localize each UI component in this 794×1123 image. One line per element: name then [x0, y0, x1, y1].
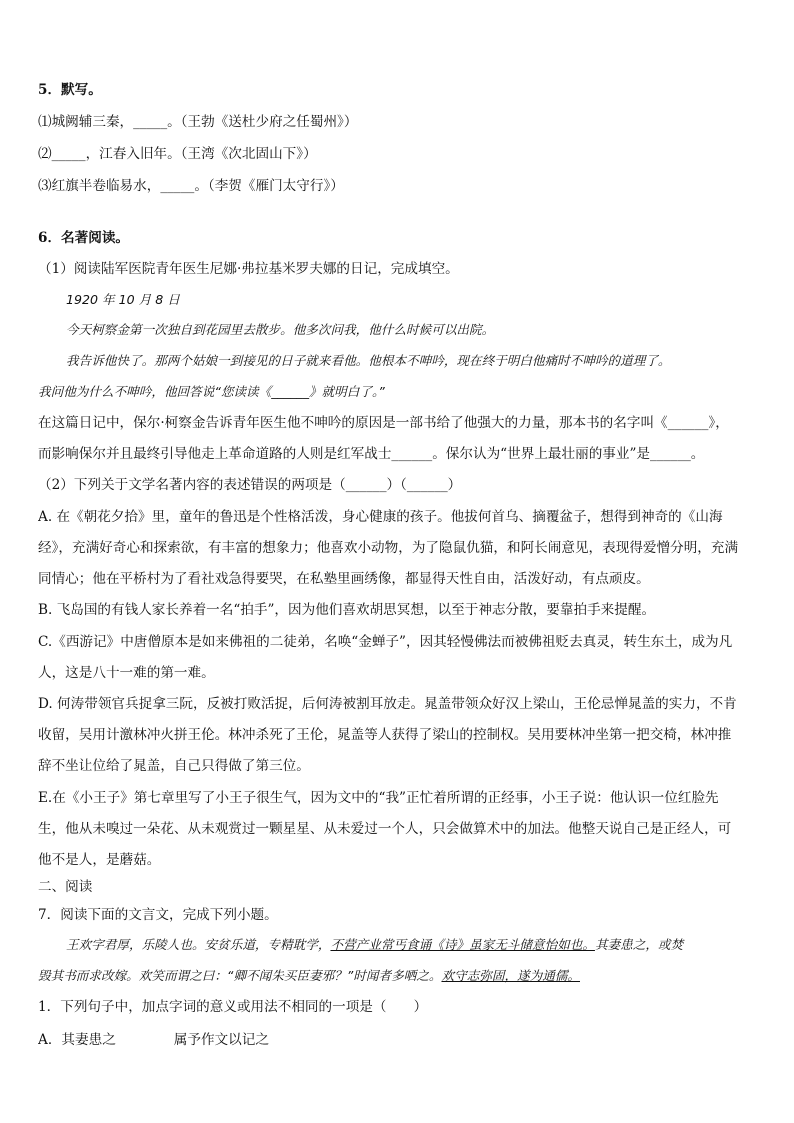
- question-7-title: 7．阅读下面的文言文，完成下列小题。: [38, 907, 278, 923]
- option-e-line-1: E.在《小王子》第七章里写了小王子很生气，因为文中的“我”正忙着所谓的正经事，小王子说：他认识一位红脸先: [38, 790, 719, 806]
- option-a-left: A．其妻患之: [38, 1032, 116, 1048]
- question-6-sub-2: （2）下列关于文学名著内容的表述错误的两项是（______）（______）: [38, 477, 462, 493]
- question-5-item-2: ⑵_____，江春入旧年。（王湾《次北固山下》）: [38, 146, 317, 162]
- option-e-line-2: 生，他从未嗅过一朵花、从未观赏过一颗星星、从未爱过一个人，只会做算术中的加法。他整天说自己是正经人，可: [38, 821, 732, 837]
- question-6-sub-1: （1）阅读陆军医院青年医生尼娜·弗拉基米罗夫娜的日记，完成填空。: [38, 261, 459, 277]
- sub-question-1: 1．下列句子中，加点字词的意义或用法不相同的一项是（ ）: [38, 999, 428, 1015]
- diary-line-3: 我问他为什么不呻吟，他回答说“您读读《______》就明白了。”: [38, 384, 385, 399]
- option-a-line-3: 同情心；他在平桥村为了看社戏急得要哭，在私塾里画绣像，都显得天性自由，活泼好动，有点顽皮。: [38, 571, 650, 587]
- classical-text-underlined-1: 不营产业常丐食诵《诗》虽家无斗储意怡如也。: [330, 937, 595, 952]
- question-5-item-1: ⑴城阙辅三秦，_____。（王勃《送杜少府之任蜀州》）: [38, 114, 358, 130]
- classical-text-plain-3: 毁其书而求改嫁。欢笑而谓之曰：“卿不闻朱买臣妻邪？”时闻者多哂之。: [38, 968, 442, 983]
- classical-text-plain-2: 其妻患之，或焚: [594, 937, 684, 952]
- classical-text-plain-1: 王欢字君厚，乐陵人也。安贫乐道，专精耽学，: [66, 937, 331, 952]
- classical-text-line-1: [66, 935, 754, 955]
- option-c-line-1: C.《西游记》中唐僧原本是如来佛祖的二徒弟，名唤“金蝉子”，因其轻慢佛法而被佛祖贬去真灵，转生东土，成为凡: [38, 634, 733, 650]
- question-5-item-3: ⑶红旗半卷临易水，_____。（李贺《雁门太守行》）: [38, 178, 344, 194]
- option-a-line-2: 经》，充满好奇心和探索欲，有丰富的想象力；他喜欢小动物，为了隐鼠仇猫，和阿长闹意见，表现得爱憎分明，充满: [38, 540, 739, 556]
- option-d-line-3: 辞不坐让位给了晁盖，自己只得做了第三位。: [38, 758, 310, 774]
- diary-date: 1920 年 10 月 8 日: [66, 292, 180, 307]
- diary-line-2: 我告诉他快了。那两个姑娘一到接见的日子就来看他。他根本不呻吟，现在终于明白他痛时不呻吟的道理了。: [66, 353, 671, 368]
- option-d-line-1: D. 何涛带领官兵捉拿三阮，反被打败活捉，后何涛被割耳放走。晁盖带领众好汉上梁山，王伦忌惮晁盖的实力，不肯: [38, 696, 737, 712]
- sub-question-1-option-a: [38, 1030, 754, 1050]
- option-d-line-2: 收留，吴用计激林冲火拼王伦。林冲杀死了王伦，晁盖等人获得了梁山的控制权。吴用要林冲坐第一把交椅，林冲推: [38, 727, 732, 743]
- classical-text-underlined-2: 欢守志弥固，遂为通儒。: [441, 968, 580, 983]
- question-6-title: 6．名著阅读。: [38, 230, 130, 246]
- fill-line-2: 而影响保尔并且最终引导他走上革命道路的人则是红军战士______。保尔认为“世界上最壮丽的事业”是______。: [38, 446, 705, 462]
- option-a-right: 属予作文以记之: [173, 1032, 269, 1048]
- classical-text-line-2: [38, 966, 754, 986]
- section-2-heading: 二、阅读: [38, 879, 93, 895]
- option-e-line-3: 他不是人，是蘑菇。: [38, 852, 161, 868]
- option-a-line-1: A. 在《朝花夕拾》里，童年的鲁迅是个性格活泼，身心健康的孩子。他拔何首乌、摘覆盆子，想得到神奇的《山海: [38, 509, 723, 525]
- fill-line-1: 在这篇日记中，保尔·柯察金告诉青年医生他不呻吟的原因是一部书给了他强大的力量，那本书的名字叫《______》，: [38, 415, 729, 431]
- option-c-line-2: 人，这是八十一难的第一难。: [38, 665, 215, 681]
- diary-line-1: 今天柯察金第一次独自到花园里去散步。他多次问我，他什么时候可以出院。: [66, 322, 495, 337]
- option-b-line-1: B. 飞岛国的有钱人家长养着一名“拍手”，因为他们喜欢胡思冥想，以至于神志分散，要靠拍手来提醒。: [38, 602, 656, 618]
- question-5-title: 5．默写。: [38, 82, 102, 98]
